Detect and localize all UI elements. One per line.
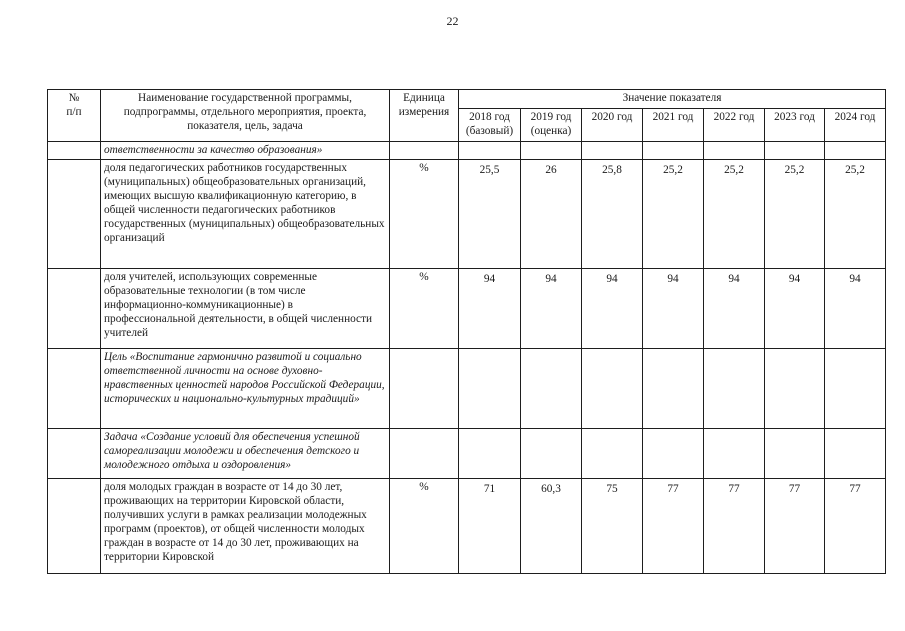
header-unit: Единица измерения <box>390 90 459 142</box>
row-num <box>48 349 101 429</box>
table-row <box>48 429 886 479</box>
table-row <box>48 479 886 574</box>
table-row <box>48 349 886 429</box>
row-value: 71 <box>459 479 521 574</box>
header-year: 2021 год <box>643 109 704 142</box>
row-value: 94 <box>643 269 704 349</box>
row-name: Задача «Создание условий для обеспечения успешной самореализации молодежи и обеспечения детского и молодежного отдыха и оздоровления» <box>101 429 390 479</box>
row-num <box>48 160 101 269</box>
row-num <box>48 479 101 574</box>
row-unit: % <box>390 269 459 349</box>
row-value: 25,2 <box>643 160 704 269</box>
row-value: 60,3 <box>521 479 582 574</box>
header-year: 2018 год (базовый) <box>459 109 521 142</box>
row-value: 77 <box>765 479 825 574</box>
header-value: Значение показателя <box>459 90 886 109</box>
row-value: 94 <box>459 269 521 349</box>
indicators-table <box>47 89 886 574</box>
row-value: 26 <box>521 160 582 269</box>
row-unit <box>390 349 459 429</box>
row-num <box>48 142 101 160</box>
row-unit: % <box>390 160 459 269</box>
header-name: Наименование государственной программы, подпрограммы, отдельного мероприятия, проекта, показателя, цель, задача <box>101 90 390 142</box>
row-num <box>48 269 101 349</box>
header-year: 2023 год <box>765 109 825 142</box>
row-name: Цель «Воспитание гармонично развитой и социально ответственной личности на основе духовно-нравственных ценностей народов Российской Федерации, исторических и национально-культурных традиций» <box>101 349 390 429</box>
row-name: доля педагогических работников государственных (муниципальных) общеобразовательных организаций, имеющих высшую квалификационную категорию, в общей численности педагогических работников государственных (муниципальных) общеобразовательных организаций <box>101 160 390 269</box>
row-value: 77 <box>825 479 886 574</box>
header-year: 2020 год <box>582 109 643 142</box>
row-unit <box>390 142 459 160</box>
row-value: 25,5 <box>459 160 521 269</box>
header-year: 2019 год (оценка) <box>521 109 582 142</box>
row-value: 25,2 <box>825 160 886 269</box>
row-name: доля учителей, использующих современные образовательные технологии (в том числе информационно-коммуникационные) в профессиональной деятельности, в общей численности учителей <box>101 269 390 349</box>
row-value: 25,2 <box>765 160 825 269</box>
row-value: 94 <box>582 269 643 349</box>
row-unit <box>390 429 459 479</box>
row-value: 75 <box>582 479 643 574</box>
row-value: 94 <box>765 269 825 349</box>
row-value: 94 <box>521 269 582 349</box>
row-value: 77 <box>643 479 704 574</box>
row-value: 94 <box>704 269 765 349</box>
row-num <box>48 429 101 479</box>
row-value: 94 <box>825 269 886 349</box>
row-unit: % <box>390 479 459 574</box>
page-number: 22 <box>446 14 459 28</box>
header-num: № п/п <box>48 90 101 142</box>
row-value: 77 <box>704 479 765 574</box>
row-value: 25,2 <box>704 160 765 269</box>
row-name: ответственности за качество образования» <box>101 142 390 160</box>
table-row <box>48 269 886 349</box>
row-name: доля молодых граждан в возрасте от 14 до 30 лет, проживающих на территории Кировской области, получивших услуги в рамках реализации молодежных программ (проектов), от общей численности молодых граждан в возрасте от 14 до 30 лет, проживающих на территории Кировской <box>101 479 390 574</box>
row-value: 25,8 <box>582 160 643 269</box>
table-row <box>48 142 886 160</box>
header-year: 2024 год <box>825 109 886 142</box>
header-row <box>48 90 886 109</box>
table-row <box>48 160 886 269</box>
header-year: 2022 год <box>704 109 765 142</box>
